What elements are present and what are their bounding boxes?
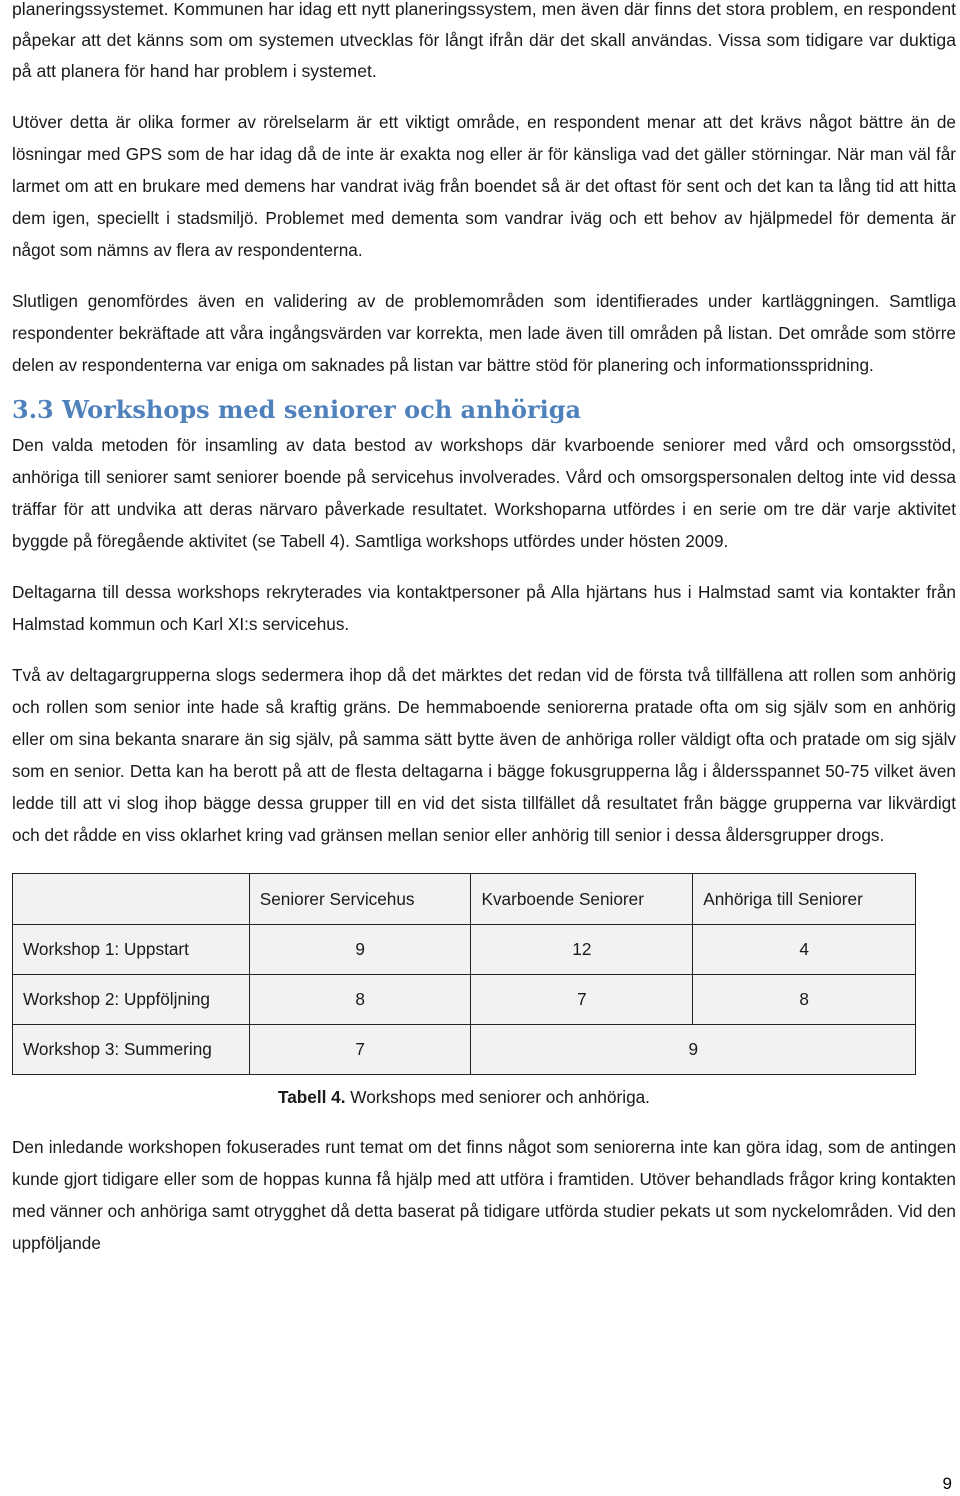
table-cell: 9 <box>249 925 471 975</box>
table-caption-label: Tabell 4. <box>278 1087 346 1107</box>
section-heading <box>12 395 956 425</box>
table-row <box>13 1025 916 1075</box>
section-number: 3.3 <box>12 395 54 424</box>
workshop-table <box>12 873 916 1075</box>
table-row-label: Workshop 1: Uppstart <box>13 925 250 975</box>
table-row-label: Workshop 3: Summering <box>13 1025 250 1075</box>
page-number: 9 <box>942 1474 952 1493</box>
paragraph-validation: Slutligen genomfördes även en validering av de problemområden som identifierades under kartläggningen. Samtliga respondenter bekräftade att våra ingångsvärden var korrekta, men lade även till områden på listan. Det område som större delen av respondenterna var eniga om saknades på listan var bättre stöd för planering och informationsspridning. <box>12 291 956 375</box>
table-cell: 8 <box>693 975 916 1025</box>
document-page <box>12 0 956 1259</box>
table-cell: 12 <box>471 925 693 975</box>
section-title: Workshops med seniorer och anhöriga <box>62 395 582 424</box>
table-cell-merged: 9 <box>471 1025 916 1075</box>
table-header-row <box>13 874 916 925</box>
table-header-cell <box>13 874 250 925</box>
paragraph-motion-alarms: Utöver detta är olika former av rörelselarm är ett viktigt område, en respondent menar att det krävs något bättre än de lösningar med GPS som de har idag då de inte är exakta nog eller är för känsliga vad det gäller störningar. När man väl får larmet om att en brukare med demens har vandrat iväg från boendet så är det oftast för sent och det kan ta lång tid att hitta dem igen, speciellt i stadsmiljö. Problemet med dementa som vandrar iväg och ett behov av hjälpmedel för dementa är något som nämns av flera av respondenterna. <box>12 112 956 260</box>
table-header-cell: Kvarboende Seniorer <box>471 874 693 925</box>
paragraph-method: Den valda metoden för insamling av data bestod av workshops där kvarboende seniorer med vård och omsorgsstöd, anhöriga till seniorer samt seniorer boende på servicehus involverades. Vård och omsorgspersonalen deltog inte vid dessa träffar för att undvika att deras närvaro påverkade resultatet. Workshoparna utfördes i en serie om tre där varje aktivitet byggde på föregående aktivitet (se Tabell 4). Samtliga workshops utfördes under hösten 2009. <box>12 435 956 551</box>
paragraph-intro: planeringssystemet. Kommunen har idag ett nytt planeringssystem, men även där finns det stora problem, en respondent påpekar att det känns som om systemen utvecklas för långt ifrån där det skall användas. Vissa som tidigare var duktiga på att planera för hand har problem i systemet. <box>12 0 956 81</box>
table-header-cell: Seniorer Servicehus <box>249 874 471 925</box>
table-caption <box>12 1087 916 1108</box>
table-row <box>13 975 916 1025</box>
paragraph-recruitment: Deltagarna till dessa workshops rekryterades via kontaktpersoner på Alla hjärtans hus i Halmstad samt via kontakter från Halmstad kommun och Karl XI:s servicehus. <box>12 582 956 634</box>
table-header-cell: Anhöriga till Seniorer <box>693 874 916 925</box>
table-caption-text: Workshops med seniorer och anhöriga. <box>345 1087 650 1107</box>
paragraph-group-merge: Två av deltagargrupperna slogs sedermera ihop då det märktes det redan vid de första två tillfällena att rollen som anhörig och rollen som senior inte hade så kraftig gräns. De hemmaboende seniorerna pratade ofta om sig själv som en anhörig eller om sina bekanta snarare än sig själv, på samma sätt bytte även de anhöriga roller väldigt ofta och pratade om sig själv som en senior. Detta kan ha berott på att de flesta deltagarna i bägge fokusgrupperna låg i åldersspannet 50-75 vilket även ledde till att vi slog ihop bägge dessa grupper till en vid det sista tillfället då resultatet från bägge grupperna var likvärdigt och det rådde en viss oklarhet kring vad gränsen mellan senior eller anhörig till senior i dessa åldersgrupper drogs. <box>12 665 956 845</box>
paragraph-first-workshop: Den inledande workshopen fokuserades runt temat om det finns något som seniorerna inte kan göra idag, som de antingen kunde gjort tidigare eller som de hoppas kunna få hjälp med att utföra i framtiden. Utöver behandlads frågor kring kontakten med vänner och anhöriga samt otrygghet då detta baserat på tidigare utförda studier pekats ut som nyckelområden. Vid den uppföljande <box>12 1137 956 1253</box>
table-cell: 8 <box>249 975 471 1025</box>
table-row <box>13 925 916 975</box>
table-cell: 7 <box>249 1025 471 1075</box>
table-cell: 4 <box>693 925 916 975</box>
table-row-label: Workshop 2: Uppföljning <box>13 975 250 1025</box>
table-cell: 7 <box>471 975 693 1025</box>
